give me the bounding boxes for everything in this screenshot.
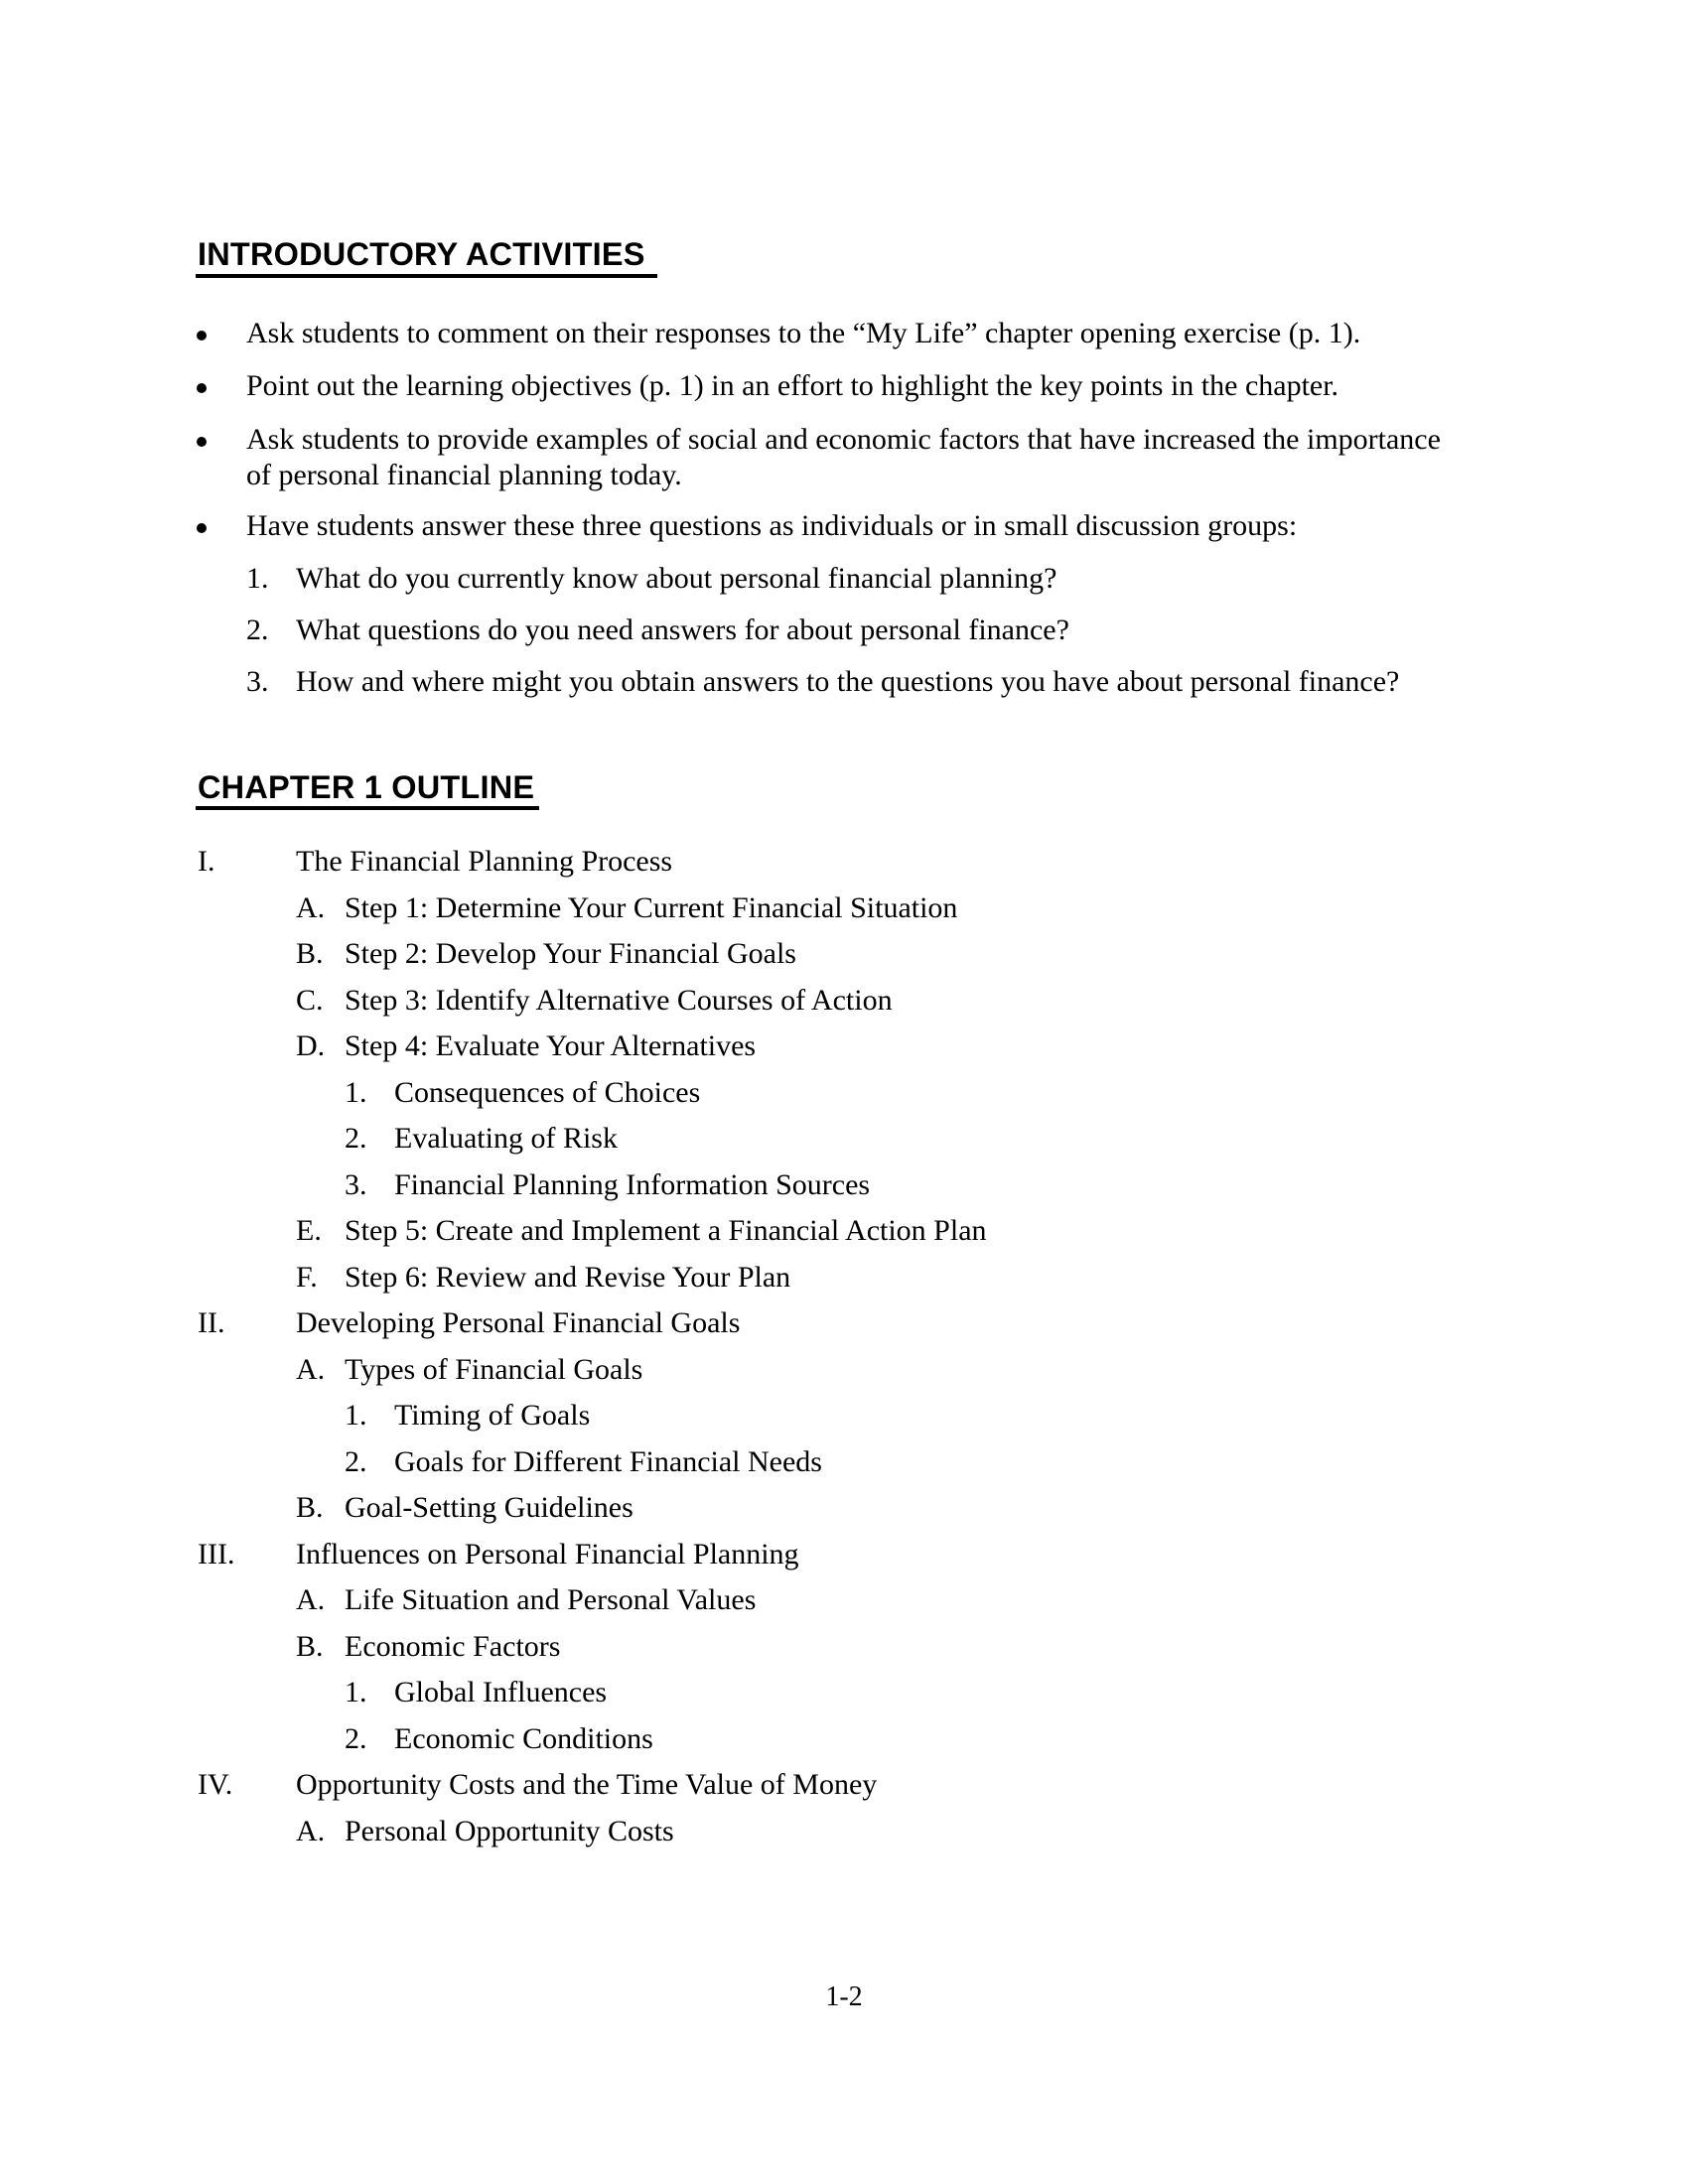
outline-label: 2. xyxy=(345,1721,367,1755)
outline-item-text: Step 5: Create and Implement a Financial Action Plan xyxy=(345,1214,987,1247)
outline-label: A. xyxy=(296,1583,326,1616)
question-number: 2. xyxy=(246,614,269,646)
outline-item-text: Global Influences xyxy=(394,1676,608,1708)
outline-label: II. xyxy=(198,1306,225,1339)
question-number: 3. xyxy=(246,665,269,698)
outline-item-text: Types of Financial Goals xyxy=(345,1352,643,1386)
outline-label: 2. xyxy=(345,1122,367,1155)
outline-label: A. xyxy=(296,1814,326,1847)
outline-item-text: Economic Conditions xyxy=(394,1721,653,1755)
outline-label: F. xyxy=(296,1260,318,1294)
outline-label: A. xyxy=(296,890,326,924)
outline-label: B. xyxy=(296,1491,324,1524)
outline-item-text: Step 4: Evaluate Your Alternatives xyxy=(345,1029,757,1062)
outline-item-text: Step 6: Review and Revise Your Plan xyxy=(345,1260,791,1294)
question-text: What do you currently know about personal financial planning? xyxy=(296,562,1057,595)
intro-bullet-4: Have students answer these three questions as individuals or in small discussion groups: xyxy=(246,509,1298,542)
outline-item-text: Timing of Goals xyxy=(394,1399,591,1432)
outline-item-text: The Financial Planning Process xyxy=(296,845,673,878)
question-number: 1. xyxy=(246,562,269,595)
outline-label: C. xyxy=(296,983,324,1017)
section-heading-chapter-outline: CHAPTER 1 OUTLINE xyxy=(198,769,535,805)
intro-bullet-1: Ask students to comment on their responses to the “My Life” chapter opening exercise (p. 1). xyxy=(246,317,1361,349)
outline-item-text: Goals for Different Financial Needs xyxy=(394,1444,822,1478)
question-text: What questions do you need answers for about personal finance? xyxy=(296,614,1069,646)
outline-item-text: Life Situation and Personal Values xyxy=(345,1583,757,1616)
outline-label: A. xyxy=(296,1352,326,1386)
outline-label: I. xyxy=(198,845,215,878)
bullet-icon xyxy=(197,437,207,447)
outline-item-text: Developing Personal Financial Goals xyxy=(296,1306,741,1339)
outline-label: D. xyxy=(296,1029,326,1062)
outline-item-text: Step 2: Develop Your Financial Goals xyxy=(345,937,796,970)
outline-item-text: Economic Factors xyxy=(345,1629,561,1663)
bullet-icon xyxy=(197,383,207,393)
outline-label: 1. xyxy=(345,1399,367,1432)
outline-label: B. xyxy=(296,1629,324,1663)
outline-label: IV. xyxy=(198,1768,233,1801)
outline-label: 2. xyxy=(345,1444,367,1478)
intro-bullet-3: Ask students to provide examples of social and economic factors that have increased the importance xyxy=(246,423,1441,456)
outline-item-text: Personal Opportunity Costs xyxy=(345,1814,674,1847)
intro-bullet-3-continued: of personal financial planning today. xyxy=(246,459,682,491)
outline-item-text: Opportunity Costs and the Time Value of Money xyxy=(296,1768,878,1801)
section-heading-introductory-activities: INTRODUCTORY ACTIVITIES xyxy=(198,236,645,272)
outline-item-text: Step 3: Identify Alternative Courses of Action xyxy=(345,983,893,1017)
outline-label: 3. xyxy=(345,1167,367,1201)
heading-underline xyxy=(196,806,539,810)
outline-label: B. xyxy=(296,937,324,970)
outline-label: III. xyxy=(198,1537,235,1570)
outline-label: 1. xyxy=(345,1676,367,1708)
heading-underline xyxy=(196,274,657,278)
outline-item-text: Financial Planning Information Sources xyxy=(394,1167,871,1201)
outline-label: 1. xyxy=(345,1075,367,1109)
bullet-icon xyxy=(197,331,207,341)
bullet-icon xyxy=(197,523,207,533)
outline-item-text: Influences on Personal Financial Planning xyxy=(296,1537,799,1570)
outline-item-text: Evaluating of Risk xyxy=(394,1122,618,1155)
page-number: 1-2 xyxy=(825,1981,863,2012)
outline-label: E. xyxy=(296,1214,322,1247)
outline-item-text: Step 1: Determine Your Current Financial Situation xyxy=(345,890,958,924)
outline-item-text: Goal-Setting Guidelines xyxy=(345,1491,633,1524)
intro-bullet-2: Point out the learning objectives (p. 1) in an effort to highlight the key points in the chapter. xyxy=(246,369,1339,402)
outline-item-text: Consequences of Choices xyxy=(394,1075,701,1109)
question-text: How and where might you obtain answers to the questions you have about personal finance? xyxy=(296,665,1400,698)
